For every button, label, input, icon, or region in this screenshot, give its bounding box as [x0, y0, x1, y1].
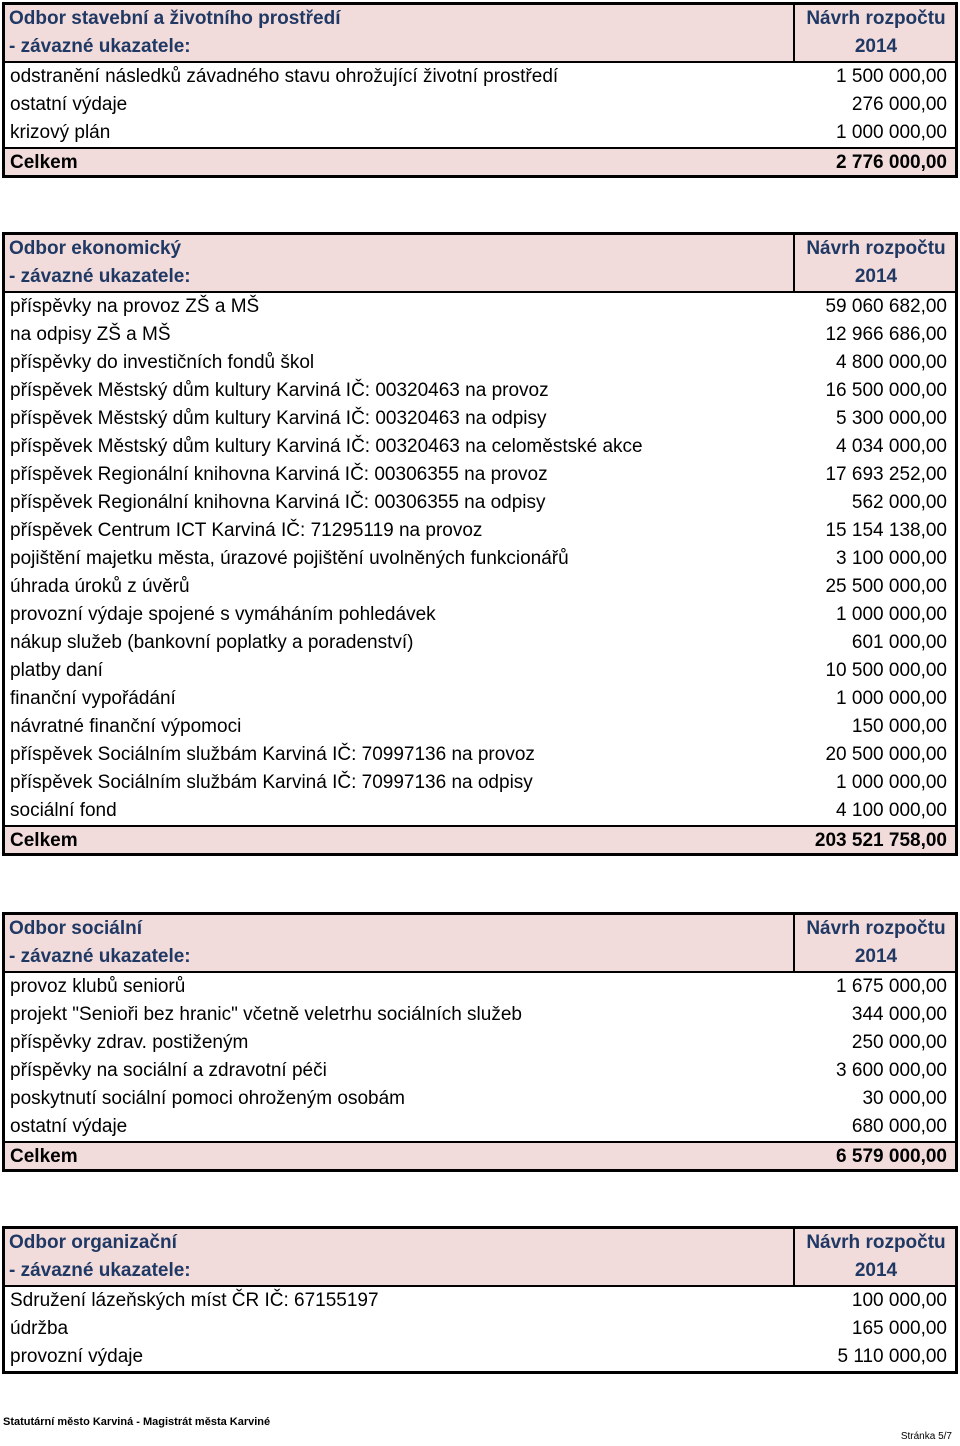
row-label: poskytnutí sociální pomoci ohroženým osobám [10, 1088, 405, 1109]
footer-organization: Statutární město Karviná - Magistrát města Karviné [3, 1416, 271, 1428]
row-label: příspěvky na provoz ZŠ a MŠ [10, 296, 260, 317]
table-row [5, 91, 955, 119]
section-subtitle: - závazné ukazatele: [9, 266, 191, 287]
row-value: 165 000,00 [851, 1318, 947, 1339]
row-value: 1 000 000,00 [836, 122, 947, 143]
table-row [5, 797, 955, 825]
row-value: 59 060 682,00 [825, 296, 947, 317]
table-row [5, 349, 955, 377]
row-value: 276 000,00 [851, 94, 947, 115]
total-value: 203 521 758,00 [814, 830, 947, 851]
row-value: 10 500 000,00 [825, 660, 947, 681]
row-label: odstranění následků závadného stavu ohrožující životní prostředí [10, 66, 559, 87]
table-row [5, 685, 955, 713]
row-value: 16 500 000,00 [825, 380, 947, 401]
column-header-budget: Návrh rozpočtu [806, 1232, 946, 1253]
table-row [5, 601, 955, 629]
row-value: 100 000,00 [851, 1290, 947, 1311]
row-label: příspěvek Regionální knihovna Karviná IČ: 00306355 na odpisy [10, 492, 546, 513]
total-row [5, 1141, 955, 1169]
section-ekonomicky [2, 232, 958, 856]
row-label: příspěvek Městský dům kultury Karviná IČ: 00320463 na provoz [10, 380, 549, 401]
section-socialni [2, 912, 958, 1172]
table-row [5, 741, 955, 769]
row-label: úhrada úroků z úvěrů [10, 576, 190, 597]
column-header-year: 2014 [854, 36, 898, 57]
section-title: Odbor stavební a životního prostředí [9, 8, 341, 29]
row-label: nákup služeb (bankovní poplatky a poradenství) [10, 632, 414, 653]
table-row [5, 1113, 955, 1141]
row-label: příspěvek Sociálním službám Karviná IČ: 70997136 na provoz [10, 744, 535, 765]
table-row [5, 769, 955, 797]
table-row [5, 517, 955, 545]
row-label: provoz klubů seniorů [10, 976, 186, 997]
table-row [5, 1029, 955, 1057]
column-header-year: 2014 [854, 946, 898, 967]
row-value: 5 300 000,00 [836, 408, 947, 429]
total-value: 6 579 000,00 [836, 1146, 947, 1167]
row-label: příspěvky do investičních fondů škol [10, 352, 315, 373]
total-row [5, 147, 955, 175]
row-value: 1 000 000,00 [836, 604, 947, 625]
footer-page-number: Stránka 5/7 [900, 1431, 952, 1442]
row-label: příspěvek Městský dům kultury Karviná IČ: 00320463 na odpisy [10, 408, 547, 429]
row-value: 30 000,00 [862, 1088, 947, 1109]
table-row [5, 973, 955, 1001]
row-value: 150 000,00 [851, 716, 947, 737]
row-value: 4 034 000,00 [836, 436, 947, 457]
row-label: provozní výdaje [10, 1346, 144, 1367]
column-header-budget: Návrh rozpočtu [806, 238, 946, 259]
row-label: platby daní [10, 660, 103, 681]
section-header [5, 235, 955, 293]
section-title: Odbor organizační [9, 1232, 177, 1253]
row-value: 562 000,00 [851, 492, 947, 513]
row-value: 1 500 000,00 [836, 66, 947, 87]
total-label: Celkem [10, 830, 78, 851]
table-row [5, 63, 955, 91]
row-value: 344 000,00 [851, 1004, 947, 1025]
row-label: příspěvek Regionální knihovna Karviná IČ: 00306355 na provoz [10, 464, 548, 485]
table-row [5, 461, 955, 489]
row-label: projekt "Senioři bez hranic" včetně veletrhu sociálních služeb [10, 1004, 522, 1025]
section-stavebni [2, 2, 958, 178]
total-label: Celkem [10, 1146, 78, 1167]
section-header [5, 915, 955, 973]
table-row [5, 1085, 955, 1113]
table-row [5, 657, 955, 685]
row-label: příspěvky na sociální a zdravotní péči [10, 1060, 327, 1081]
row-value: 20 500 000,00 [825, 744, 947, 765]
row-value: 250 000,00 [851, 1032, 947, 1053]
table-row [5, 405, 955, 433]
table-row [5, 1057, 955, 1085]
row-value: 12 966 686,00 [825, 324, 947, 345]
row-value: 3 100 000,00 [836, 548, 947, 569]
row-label: finanční vypořádání [10, 688, 176, 709]
row-label: údržba [10, 1318, 69, 1339]
row-label: ostatní výdaje [10, 94, 128, 115]
table-row [5, 545, 955, 573]
section-header [5, 5, 955, 63]
row-value: 1 000 000,00 [836, 688, 947, 709]
section-subtitle: - závazné ukazatele: [9, 1260, 191, 1281]
table-row [5, 433, 955, 461]
row-value: 1 675 000,00 [836, 976, 947, 997]
row-label: příspěvky zdrav. postiženým [10, 1032, 249, 1053]
row-label: provozní výdaje spojené s vymáháním pohledávek [10, 604, 436, 625]
table-row [5, 1001, 955, 1029]
table-row [5, 1315, 955, 1343]
section-title: Odbor sociální [9, 918, 143, 939]
column-header-budget: Návrh rozpočtu [806, 8, 946, 29]
row-value: 4 800 000,00 [836, 352, 947, 373]
row-value: 4 100 000,00 [836, 800, 947, 821]
row-label: příspěvek Městský dům kultury Karviná IČ: 00320463 na celoměstské akce [10, 436, 643, 457]
total-row [5, 825, 955, 853]
row-value: 17 693 252,00 [825, 464, 947, 485]
table-row [5, 489, 955, 517]
table-row [5, 1343, 955, 1371]
row-label: krizový plán [10, 122, 111, 143]
row-label: příspěvek Centrum ICT Karviná IČ: 71295119 na provoz [10, 520, 483, 541]
section-subtitle: - závazné ukazatele: [9, 946, 191, 967]
row-label: na odpisy ZŠ a MŠ [10, 324, 171, 345]
row-value: 680 000,00 [851, 1116, 947, 1137]
row-label: návratné finanční výpomoci [10, 716, 242, 737]
table-row [5, 293, 955, 321]
table-row [5, 629, 955, 657]
table-row [5, 119, 955, 147]
row-value: 5 110 000,00 [837, 1346, 947, 1367]
column-header-budget: Návrh rozpočtu [806, 918, 946, 939]
row-value: 25 500 000,00 [825, 576, 947, 597]
table-row [5, 1287, 955, 1315]
row-value: 3 600 000,00 [836, 1060, 947, 1081]
table-row [5, 573, 955, 601]
row-label: příspěvek Sociálním službám Karviná IČ: 70997136 na odpisy [10, 772, 533, 793]
section-title: Odbor ekonomický [9, 238, 182, 259]
row-label: ostatní výdaje [10, 1116, 128, 1137]
total-label: Celkem [10, 152, 78, 173]
column-header-year: 2014 [854, 1260, 898, 1281]
column-header-year: 2014 [854, 266, 898, 287]
table-row [5, 713, 955, 741]
section-header [5, 1229, 955, 1287]
table-row [5, 321, 955, 349]
row-label: pojištění majetku města, úrazové pojištění uvolněných funkcionářů [10, 548, 569, 569]
row-value: 15 154 138,00 [825, 520, 947, 541]
section-subtitle: - závazné ukazatele: [9, 36, 191, 57]
row-label: sociální fond [10, 800, 117, 821]
table-row [5, 377, 955, 405]
row-label: Sdružení lázeňských míst ČR IČ: 67155197 [10, 1290, 379, 1311]
row-value: 1 000 000,00 [836, 772, 947, 793]
row-value: 601 000,00 [851, 632, 947, 653]
section-organizacni [2, 1226, 958, 1374]
total-value: 2 776 000,00 [836, 152, 947, 173]
